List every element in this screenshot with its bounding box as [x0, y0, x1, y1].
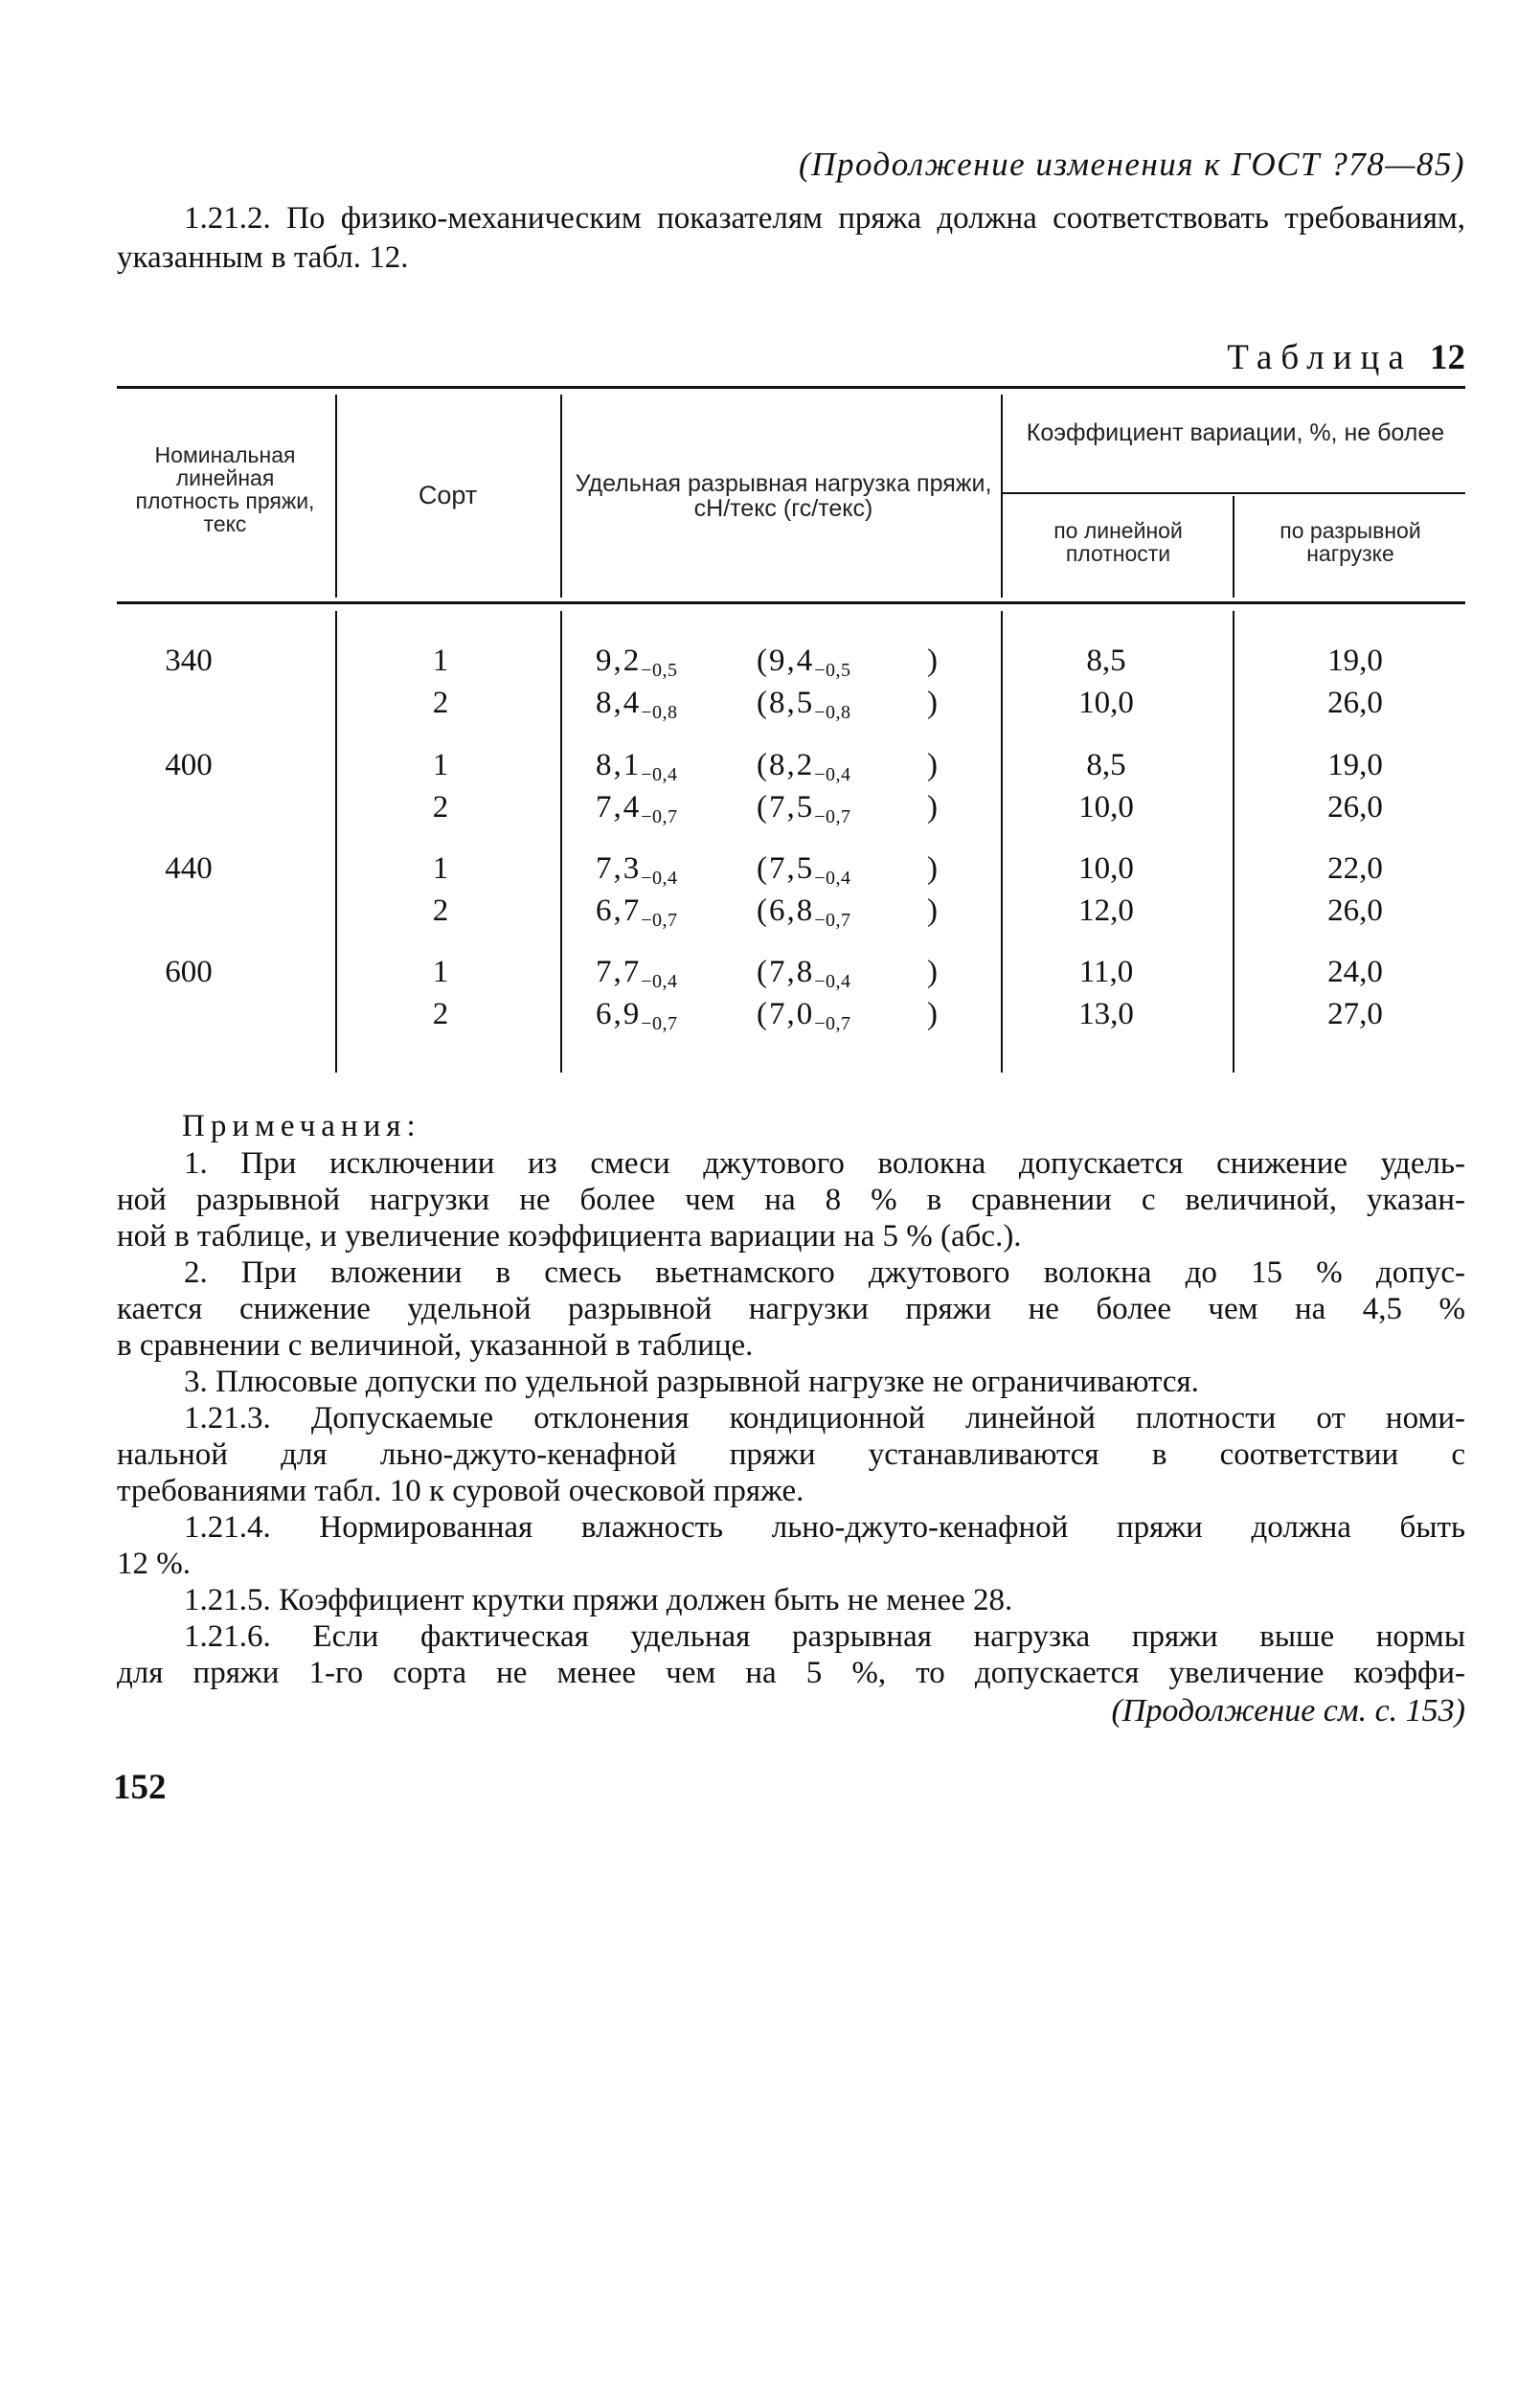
load-tolerance: −0,7 — [641, 1013, 678, 1034]
cv-density-cell: 13,0 — [1078, 997, 1134, 1031]
load-gf-tolerance: −0,8 — [814, 702, 851, 723]
table-title — [1053, 337, 1465, 378]
load-tolerance: −0,7 — [641, 806, 678, 827]
page-number: 152 — [113, 1768, 167, 1807]
cv-load-cell: 19,0 — [1327, 748, 1383, 782]
close-paren: ) — [927, 893, 938, 928]
header-variation-density: по линейной плотности — [1053, 518, 1183, 566]
grade-cell: 2 — [432, 790, 449, 825]
paragraph-line: 1.21.6. Если фактическая удельная разрывная нагрузка пряжи выше нормы — [184, 1619, 1465, 1654]
load-gf-base: (7,5 — [757, 851, 815, 886]
load-tolerance: −0,5 — [641, 660, 678, 681]
load-cell — [596, 682, 678, 734]
grade-cell: 1 — [432, 748, 449, 782]
load-gf-cell — [757, 993, 851, 1045]
header-load: Удельная разрывная нагрузка пряжи, сН/текс (гс/текс) — [575, 470, 992, 522]
col-divider-2-body — [560, 611, 562, 1073]
table-number: 12 — [1430, 338, 1465, 377]
paragraph-line: нальной для льно-джуто-кенафной пряжи устанавливаются в соответствии с — [117, 1437, 1465, 1472]
load-gf-tolerance: −0,4 — [814, 971, 851, 992]
close-paren: ) — [927, 790, 938, 825]
grade-cell: 2 — [432, 893, 449, 928]
load-gf-tolerance: −0,5 — [814, 660, 851, 681]
load-tolerance: −0,4 — [641, 764, 678, 785]
running-title: (Продолжение изменения к ГОСТ ?78—85) — [799, 146, 1465, 183]
cv-load-cell: 22,0 — [1327, 851, 1383, 886]
load-gf-base: (7,8 — [757, 955, 815, 989]
cv-density-cell: 8,5 — [1086, 644, 1126, 678]
load-base: 6,7 — [596, 893, 642, 928]
notes-block — [117, 1145, 1465, 1691]
cv-load-cell: 26,0 — [1327, 790, 1383, 825]
density-cell: 340 — [165, 644, 213, 678]
note-line: 2. При вложении в смесь вьетнамского джутового волокна до 15 % допус- — [184, 1255, 1465, 1290]
close-paren: ) — [927, 686, 938, 720]
header-subdivider — [1001, 492, 1465, 494]
load-tolerance: −0,4 — [641, 971, 678, 992]
load-gf-base: (9,4 — [757, 644, 815, 678]
load-gf-tolerance: −0,7 — [814, 1013, 851, 1034]
grade-cell: 1 — [432, 955, 449, 989]
close-paren: ) — [927, 851, 938, 886]
note-line: в сравнении с величиной, указанной в таблице. — [117, 1328, 754, 1363]
table-top-rule — [117, 386, 1465, 389]
load-gf-tolerance: −0,7 — [814, 806, 851, 827]
paragraph-line: для пряжи 1-го сорта не менее чем на 5 %, то допускается увеличение коэффи- — [117, 1656, 1465, 1690]
cv-density-cell: 10,0 — [1078, 851, 1134, 886]
header-variation: Коэффициент вариации, %, не более — [1026, 419, 1445, 446]
grade-cell: 1 — [432, 851, 449, 886]
load-gf-base: (8,5 — [757, 686, 815, 720]
table-title-label: Таблица — [1227, 338, 1413, 377]
density-cell: 400 — [165, 748, 213, 782]
close-paren: ) — [927, 748, 938, 782]
load-gf-base: (6,8 — [757, 893, 815, 928]
notes-heading: Примечания: — [182, 1109, 421, 1143]
paragraph-line: 1.21.3. Допускаемые отклонения кондиционной линейной плотности от номи- — [184, 1401, 1465, 1435]
grade-cell: 2 — [432, 686, 449, 720]
close-paren: ) — [927, 955, 938, 989]
col-divider-1-body — [335, 611, 337, 1073]
density-cell: 440 — [165, 851, 213, 886]
grade-cell: 1 — [432, 644, 449, 678]
grade-cell: 2 — [432, 997, 449, 1031]
note-line: кается снижение удельной разрывной нагрузки пряжи не более чем на 4,5 % — [117, 1292, 1465, 1326]
cv-density-cell: 12,0 — [1078, 893, 1134, 928]
cv-density-cell: 10,0 — [1078, 686, 1134, 720]
load-tolerance: −0,7 — [641, 910, 678, 931]
header-variation-load: по разрывной нагрузке — [1280, 518, 1421, 566]
load-gf-base: (7,0 — [757, 997, 815, 1031]
col-divider-1 — [335, 395, 337, 598]
load-gf-tolerance: −0,7 — [814, 910, 851, 931]
load-base: 9,2 — [596, 644, 642, 678]
note-line: 1. При исключении из смеси джутового волокна допускается снижение удель- — [184, 1146, 1465, 1181]
load-base: 6,9 — [596, 997, 642, 1031]
note-line: ной разрывной нагрузки не более чем на 8 % в сравнении с величиной, указан- — [117, 1183, 1465, 1217]
cv-load-cell: 24,0 — [1327, 955, 1383, 989]
load-cell — [596, 993, 678, 1045]
col-divider-4-body — [1233, 611, 1234, 1073]
load-gf-cell — [757, 682, 851, 734]
paragraph-line: 1.21.5. Коэффициент крутки пряжи должен быть не менее 28. — [184, 1583, 1013, 1617]
cv-load-cell: 26,0 — [1327, 686, 1383, 720]
load-cell — [596, 890, 678, 941]
density-cell: 600 — [165, 955, 213, 989]
continuation-note: (Продолжение см. с. 153) — [1111, 1693, 1465, 1729]
cv-density-cell: 10,0 — [1078, 790, 1134, 825]
cv-load-cell: 26,0 — [1327, 893, 1383, 928]
cv-density-cell: 11,0 — [1078, 955, 1134, 989]
load-gf-tolerance: −0,4 — [814, 764, 851, 785]
paragraph-line: 1.21.4. Нормированная влажность льно-джуто-кенафной пряжи должна быть — [184, 1510, 1465, 1545]
load-gf-base: (8,2 — [757, 748, 815, 782]
close-paren: ) — [927, 644, 938, 678]
intro-paragraph: 1.21.2. По физико-механическим показателям пряжа должна соответствовать требованиям, указанным в табл. 12. — [117, 201, 1465, 275]
note-line: 3. Плюсовые допуски по удельной разрывной нагрузке не ограничиваются. — [184, 1365, 1199, 1399]
load-gf-cell — [757, 786, 851, 838]
note-line: ной в таблице, и увеличение коэффициента вариации на 5 % (абс.). — [117, 1219, 1022, 1254]
load-base: 7,3 — [596, 851, 642, 886]
load-cell — [596, 786, 678, 838]
load-base: 7,4 — [596, 790, 642, 825]
cv-load-cell: 19,0 — [1327, 644, 1383, 678]
table-header-rule — [117, 601, 1465, 604]
header-density: Номинальная линейная плотность пряжи, текс — [135, 442, 315, 536]
col-divider-3-body — [1001, 611, 1003, 1073]
load-gf-cell — [757, 890, 851, 941]
load-base: 7,7 — [596, 955, 642, 989]
cv-density-cell: 8,5 — [1086, 748, 1126, 782]
load-base: 8,1 — [596, 748, 642, 782]
load-tolerance: −0,8 — [641, 702, 678, 723]
paragraph-line: 12 %. — [117, 1547, 191, 1581]
load-gf-tolerance: −0,4 — [814, 868, 851, 889]
load-base: 8,4 — [596, 686, 642, 720]
header-grade: Сорт — [418, 481, 478, 509]
col-divider-4 — [1233, 496, 1234, 598]
load-gf-base: (7,5 — [757, 790, 815, 825]
paragraph-line: требованиями табл. 10 к суровой оческовой пряже. — [117, 1474, 804, 1508]
col-divider-2 — [560, 395, 562, 598]
load-tolerance: −0,4 — [641, 868, 678, 889]
cv-load-cell: 27,0 — [1327, 997, 1383, 1031]
close-paren: ) — [927, 997, 938, 1031]
col-divider-3 — [1001, 395, 1003, 598]
